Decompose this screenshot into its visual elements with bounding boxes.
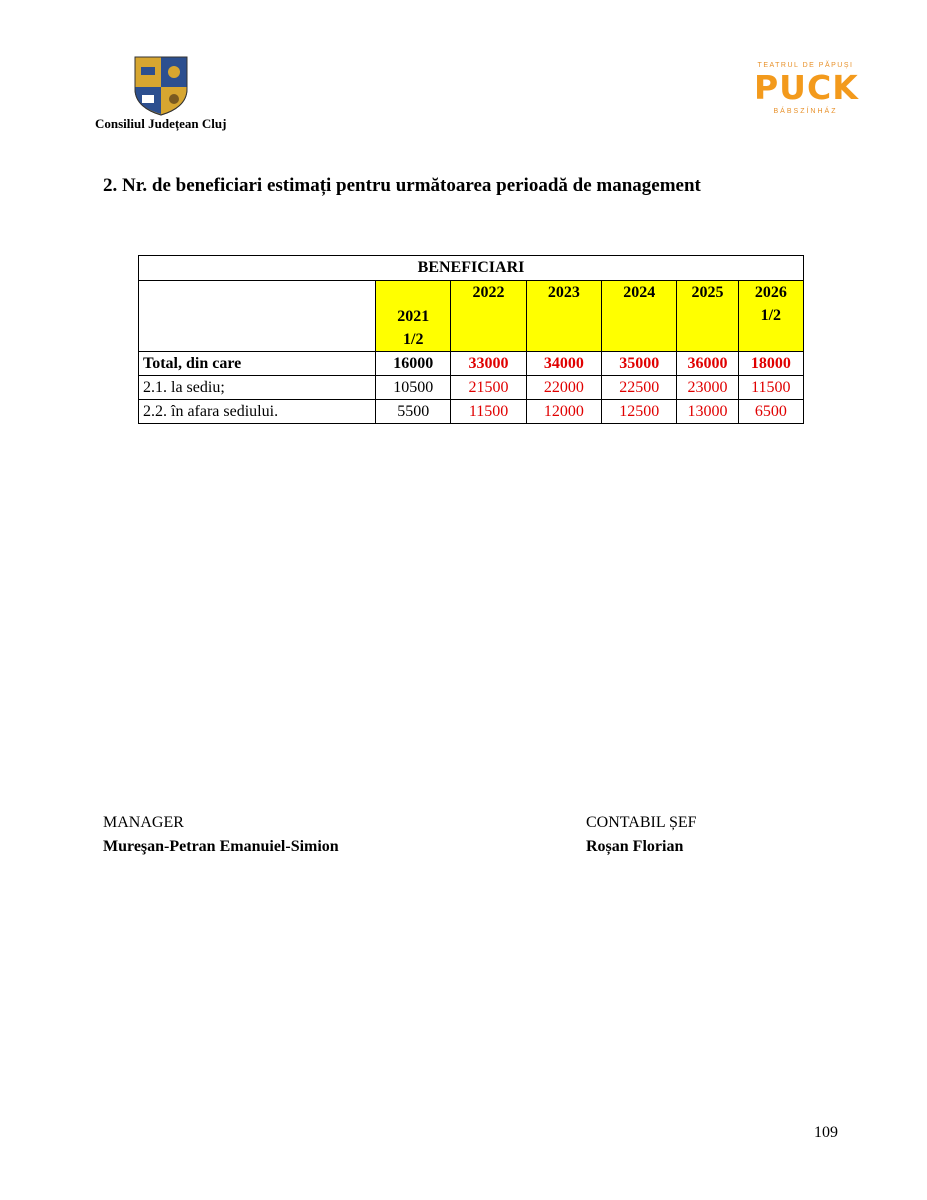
table-cell: 11500	[451, 400, 526, 424]
year-label: 2021	[397, 308, 430, 325]
table-cell: 34000	[526, 352, 601, 376]
section-heading: 2. Nr. de beneficiari estimați pentru următoarea perioadă de management	[103, 175, 701, 196]
year-label: 2024	[623, 284, 656, 301]
year-label: 2023	[547, 284, 580, 301]
row-label: 2.1. la sediu;	[139, 376, 376, 400]
table-year-header-row	[139, 281, 804, 352]
year-label: 2022	[472, 284, 505, 301]
table-cell: 6500	[738, 400, 803, 424]
accountant-role: CONTABIL ȘEF	[586, 814, 697, 831]
puck-logo-bottom-text: BÁBSZÍNHÁZ	[773, 108, 838, 115]
table-title-row	[139, 256, 804, 281]
year-label: 2026	[754, 284, 787, 301]
page-number: 109	[814, 1124, 838, 1141]
table-cell: 23000	[677, 376, 738, 400]
year-header-2022	[451, 281, 526, 352]
year-header-2025	[677, 281, 738, 352]
accountant-name: Roșan Florian	[586, 838, 684, 855]
cluj-county-crest-logo	[133, 55, 189, 117]
year-label: 2025	[691, 284, 724, 301]
row-label: 2.2. în afara sediului.	[139, 400, 376, 424]
table-cell: 35000	[602, 352, 677, 376]
table-cell: 22000	[526, 376, 601, 400]
puck-theatre-logo	[748, 62, 863, 124]
council-name: Consiliul Județean Cluj	[95, 116, 227, 131]
puck-logo-top-text: TEATRUL DE PĂPUȘI	[757, 62, 854, 69]
year-fraction: 1/2	[403, 331, 424, 348]
table-cell: 10500	[376, 376, 451, 400]
manager-role: MANAGER	[103, 814, 184, 831]
year-fraction: 1/2	[760, 307, 782, 324]
year-header-2023	[526, 281, 601, 352]
table-cell: 21500	[451, 376, 526, 400]
row-label: Total, din care	[139, 352, 376, 376]
table-row-total	[139, 352, 804, 376]
year-header-2026	[738, 281, 803, 352]
table-cell: 18000	[738, 352, 803, 376]
year-header-2021	[376, 281, 451, 352]
table-title: BENEFICIARI	[139, 256, 804, 281]
table-cell: 12000	[526, 400, 601, 424]
table-cell: 11500	[738, 376, 803, 400]
table-corner-cell	[139, 281, 376, 352]
manager-name: Mureşan-Petran Emanuiel-Simion	[103, 838, 339, 855]
table-cell: 22500	[602, 376, 677, 400]
table-cell: 5500	[376, 400, 451, 424]
beneficiaries-table	[138, 255, 804, 424]
table-cell: 33000	[451, 352, 526, 376]
table-row-at-headquarters	[139, 376, 804, 400]
puck-logo-main-text: PUCK	[754, 68, 859, 107]
table-row-outside-headquarters	[139, 400, 804, 424]
table-cell: 36000	[677, 352, 738, 376]
table-cell: 16000	[376, 352, 451, 376]
year-header-2024	[602, 281, 677, 352]
table-cell: 12500	[602, 400, 677, 424]
table-cell: 13000	[677, 400, 738, 424]
